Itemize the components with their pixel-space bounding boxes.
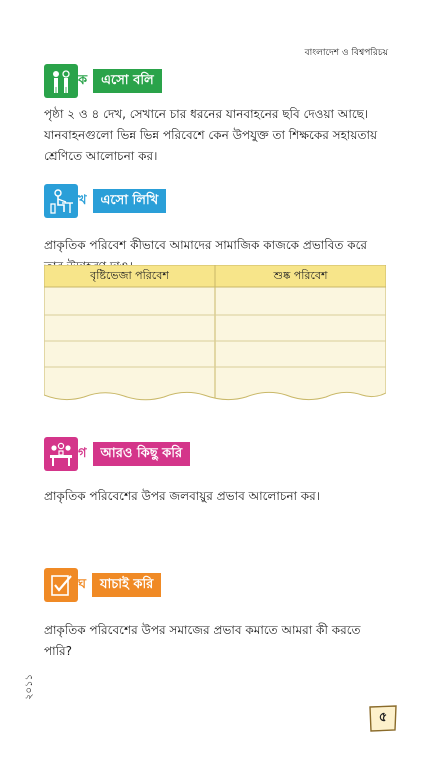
writing-icon	[44, 184, 78, 218]
section-letter: ঘ	[74, 573, 90, 597]
section-label: আরও কিছু করি	[93, 442, 191, 466]
section-check-heading	[44, 568, 161, 602]
print-year: ২০১১	[24, 674, 35, 700]
more-instruction: প্রাকৃতিক পরিবেশের উপর জলবায়ুর প্রভাব আলোচনা কর।	[44, 489, 321, 503]
speak-instruction: পৃষ্ঠা ২ ও ৪ দেখ, সেখানে চার ধরনের যানবাহনের ছবি দেওয়া আছে। যানবাহনগুলো ভিন্ন ভিন্ন পরিবেশে কেন উপযুক্ত তা শিক্ষকের সহায়তায় শ্রেণিতে আলোচনা কর।	[44, 107, 378, 163]
section-letter: গ	[74, 442, 91, 466]
section-write-heading	[44, 184, 166, 218]
table-header-wet: বৃষ্টিভেজা পরিবেশ	[90, 269, 169, 282]
group-activity-icon	[44, 437, 78, 471]
table-header-dry: শুষ্ক পরিবেশ	[273, 269, 328, 282]
section-letter: খ	[74, 189, 91, 213]
page-number-text: ৫	[378, 710, 388, 725]
section-more-heading	[44, 437, 190, 471]
write-instruction: প্রাকৃতিক পরিবেশ কীভাবে আমাদের সামাজিক কাজকে প্রভাবিত করে	[44, 238, 368, 252]
speaking-icon	[44, 64, 78, 98]
page-number	[368, 704, 398, 732]
answer-table	[44, 265, 386, 405]
section-label: এসো লিখি	[93, 189, 167, 213]
check-instruction: প্রাকৃতিক পরিবেশের উপর সমাজের প্রভাব কমাতে আমরা কী করতে পারি?	[44, 623, 361, 658]
checklist-icon	[44, 568, 78, 602]
section-letter: ক	[74, 69, 91, 93]
book-title: বাংলাদেশ ও বিশ্বপরিচয়	[304, 48, 388, 58]
section-label: যাচাই করি	[92, 573, 161, 597]
section-speak-heading	[44, 64, 162, 98]
section-label: এসো বলি	[93, 69, 162, 93]
